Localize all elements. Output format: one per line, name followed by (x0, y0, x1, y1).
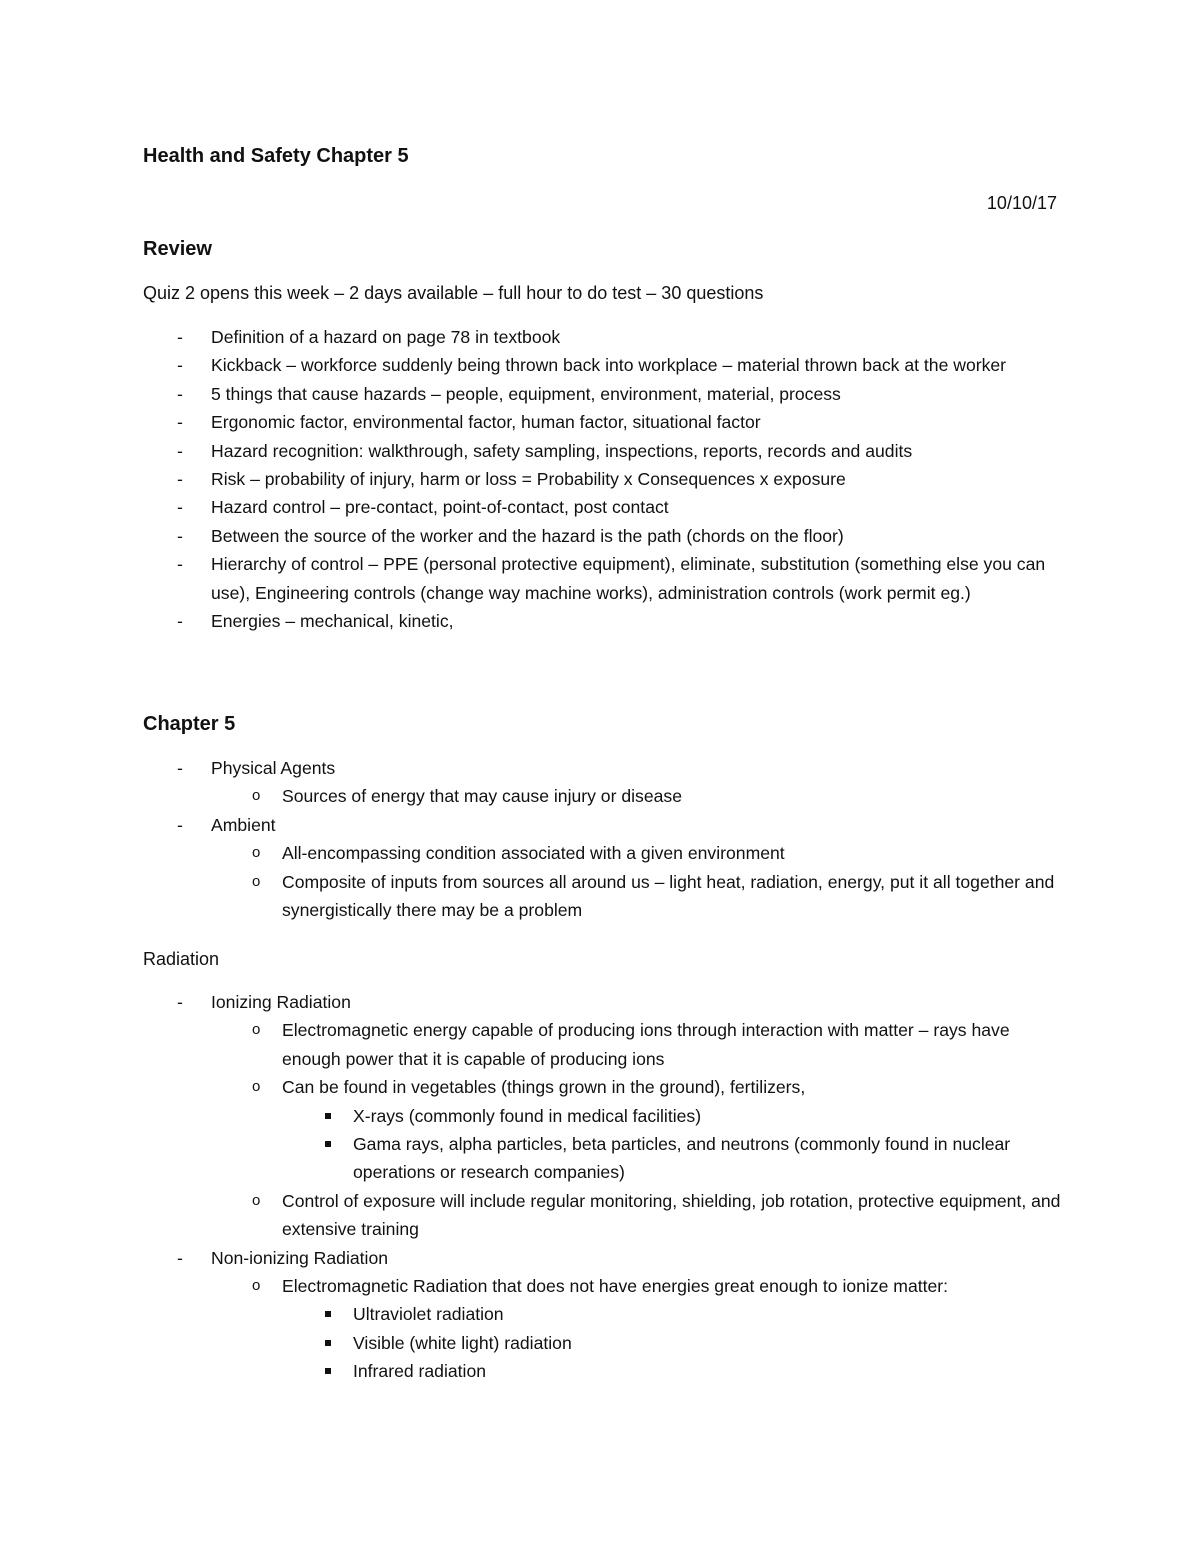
list-item: o Sources of energy that may cause injury or disease (211, 782, 1063, 810)
list-item (143, 811, 1063, 925)
list-item: o All-encompassing condition associated with a given environment (211, 839, 1063, 867)
document-date: 10/10/17 (986, 193, 1057, 213)
list-item (143, 988, 1063, 1244)
ionizing-label: Ionizing Radiation (211, 992, 351, 1012)
chapter5-list (143, 754, 1063, 924)
non-ionizing-types-list (282, 1300, 1063, 1385)
ambient-sublist (211, 839, 1063, 924)
list-item: o Control of exposure will include regular monitoring, shielding, job rotation, protective equipment, and extensive training (211, 1187, 1063, 1244)
physical-agents-label: Physical Agents (211, 758, 336, 778)
list-item (211, 1073, 1063, 1187)
ambient-label: Ambient (211, 814, 276, 835)
list-item: X-rays (commonly found in medical facilities) (282, 1102, 1063, 1130)
non-ionizing-label: Non-ionizing Radiation (211, 1247, 389, 1268)
list-item: o Electromagnetic energy capable of producing ions through interaction with matter – rays have enough power that it is capable of producing ions (211, 1016, 1063, 1073)
list-item (211, 1272, 1063, 1386)
list-item: - Definition of a hazard on page 78 in textbook (143, 323, 1063, 351)
ionizing-sources-text: Can be found in vegetables (things grown in the ground), fertilizers, (282, 1077, 806, 1098)
list-item: Ultraviolet radiation (282, 1300, 1063, 1328)
list-item: - Risk – probability of injury, harm or loss = Probability x Consequences x exposure (143, 465, 1063, 493)
list-item (143, 754, 1063, 811)
non-ionizing-sublist (211, 1272, 1063, 1386)
physical-agents-sublist (211, 782, 1063, 810)
review-intro: Quiz 2 opens this week – 2 days available – full hour to do test – 30 questions (143, 283, 764, 303)
review-list (143, 323, 1063, 635)
list-item: - Between the source of the worker and the hazard is the path (chords on the floor) (143, 522, 1063, 550)
list-item: Gama rays, alpha particles, beta particles, and neutrons (commonly found in nuclear operations or research companies) (282, 1130, 1063, 1187)
non-ionizing-definition: Electromagnetic Radiation that does not have energies great enough to ionize matter: (282, 1276, 949, 1297)
list-item: - Hierarchy of control – PPE (personal protective equipment), eliminate, substitution (something else you can use), Engineering controls (change way machine works), administration controls (work permit eg.) (143, 550, 1063, 607)
list-item: Infrared radiation (282, 1357, 1063, 1385)
radiation-list (143, 988, 1063, 1386)
chapter5-heading: Chapter 5 (143, 713, 236, 735)
list-item: - Energies – mechanical, kinetic, (143, 607, 1063, 635)
review-heading: Review (143, 238, 212, 260)
list-item: Visible (white light) radiation (282, 1329, 1063, 1357)
list-item (143, 1244, 1063, 1386)
ionizing-sublist (211, 1016, 1063, 1243)
list-item: - Hazard control – pre-contact, point-of-contact, post contact (143, 493, 1063, 521)
list-item: - Ergonomic factor, environmental factor, human factor, situational factor (143, 408, 1063, 436)
list-item: - 5 things that cause hazards – people, equipment, environment, material, process (143, 380, 1063, 408)
ionizing-sources-list (282, 1102, 1063, 1187)
list-item: - Hazard recognition: walkthrough, safety sampling, inspections, reports, records and audits (143, 437, 1063, 465)
document-title: Health and Safety Chapter 5 (143, 145, 409, 167)
radiation-heading: Radiation (143, 949, 220, 969)
list-item: - Kickback – workforce suddenly being thrown back into workplace – material thrown back at the worker (143, 351, 1063, 379)
list-item: o Composite of inputs from sources all around us – light heat, radiation, energy, put it all together and synergistically there may be a problem (211, 868, 1063, 925)
